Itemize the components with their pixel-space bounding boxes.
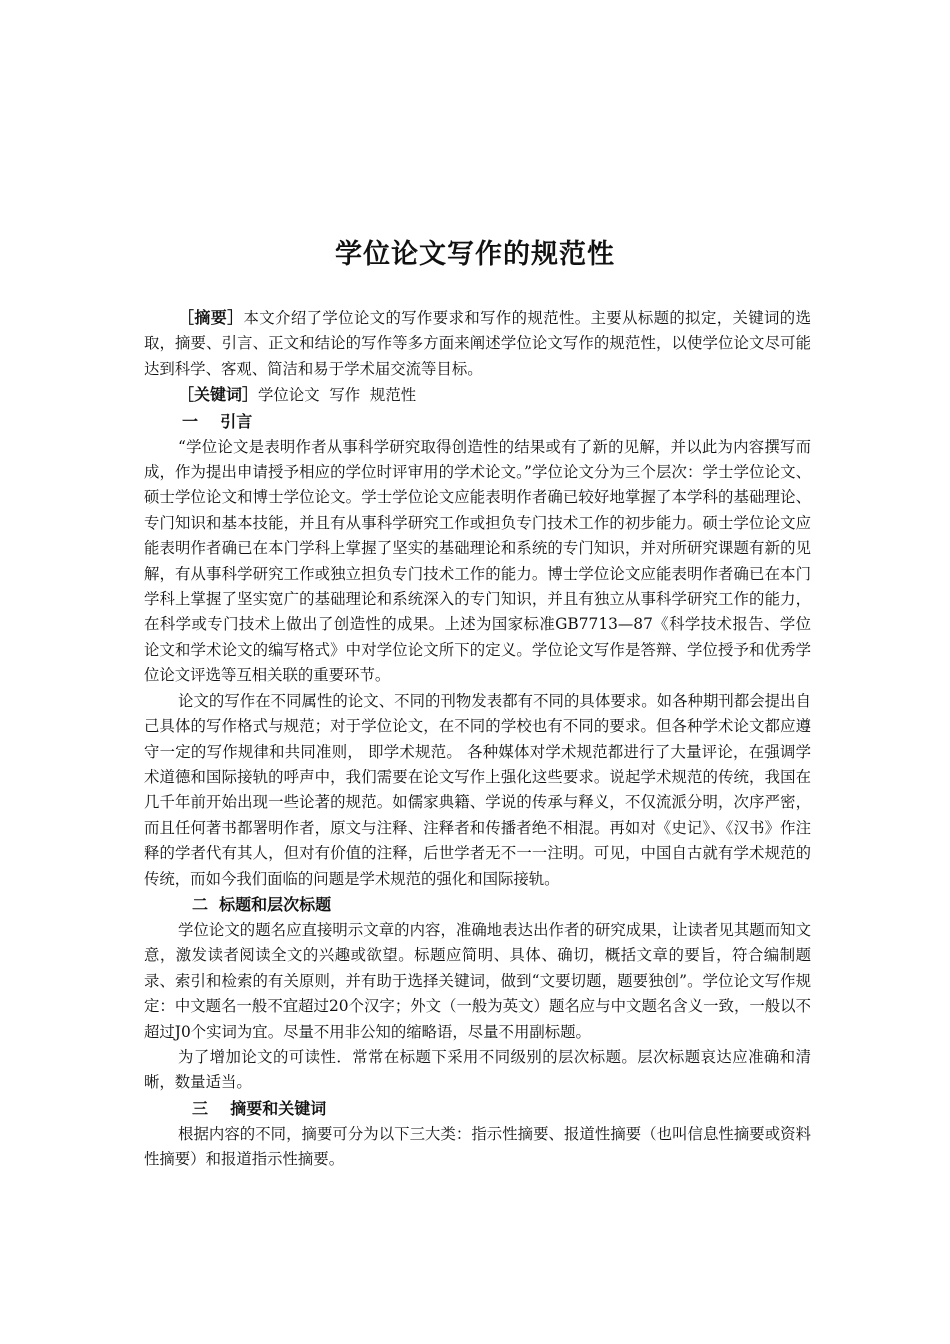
document-title: 学位论文写作的规范性 xyxy=(335,239,615,270)
keywords-label: ［关键词］ xyxy=(178,385,259,405)
body-paragraph: 论文的写作在不同属性的论文、不同的刊物发表都有不同的具体要求。如各种期刊都会提出自己具体的写作格式与规范；对于学位论文，在不同的学校也有不同的要求。但各种学术论文都应遵守一定的写作规律和共同准则， 即学术规范。 各种媒体对学术规范都进行了大量评论，在强调学术道德和国际接轨的呼声中，我们需要在论文写作上强化这些要求。说起学术规范的传统，我国在几千年前开始出现一些论著的规范。如儒家典籍、学说的传承与释义，不仅流派分明，次序严密，而且任何著书都署明作者，原文与注释、注释者和传播者绝不相混。再如对《史记》、《汉书》作注释的学者代有其人，但对有价值的注释，后世学者无不一一注明。可见，中国自古就有学术规范的传统，而如今我们面临的问题是学术规范的强化和国际接轨。 xyxy=(144,691,811,888)
abstract-paragraph xyxy=(144,305,811,382)
document-body xyxy=(144,305,811,1173)
body-paragraph: 为了增加论文的可读性．常常在标题下采用不同级别的层次标题。层次标题哀达应准确和清晰，数量适当。 xyxy=(144,1047,811,1092)
body-paragraph: 根据内容的不同，摘要可分为以下三大类：指示性摘要、报道性摘要（也叫信息性摘要或资料性摘要）和报道指示性摘要。 xyxy=(144,1124,811,1169)
body-paragraph: 学位论文的题名应直接明示文章的内容，准确地表达出作者的研究成果，让读者见其题而知文意，激发读者阅读全文的兴趣或欲望。标题应简明、具体、确切，概括文章的要旨，符合编制题录、索引和检索的有关原则，并有助于选择关键词，做到“文要切题，题要独创”。学位论文写作规定：中文题名一般不宜超过20个汉字；外文（一般为英文）题名应与中文题名含义一致，一般以不超过J0个实词为宜。尽量不用非公知的缩略语，尽量不用副标题。 xyxy=(144,920,811,1041)
section-heading-introduction: 一 引言 xyxy=(182,411,253,431)
section-heading-abstract-keywords: 三 摘要和关键词 xyxy=(192,1098,327,1118)
abstract-label: ［摘要］ xyxy=(178,308,244,327)
keywords-text: 学位论文 写作 规范性 xyxy=(258,386,417,405)
section-heading-titles: 二 标题和层次标题 xyxy=(192,894,332,914)
body-paragraph: “学位论文是表明作者从事科学研究取得创造性的结果或有了新的见解，并以此为内容撰写而成，作为提出申请授予相应的学位时评审用的学术论文。”学位论文分为三个层次：学士学位论文、硕士学位论文和博士学位论文。学士学位论文应能表明作者确已较好地掌握了本学科的基础理论、专门知识和基本技能，并且有从事科学研究工作或担负专门技术工作的初步能力。硕士学位论文应能表明作者确已在本门学科上掌握了坚实的基础理论和系统的专门知识，并对所研究课题有新的见解，有从事科学研究工作或独立担负专门技术工作的能力。博士学位论文应能表明作者确已在本门学科上掌握了坚实宽广的基础理论和系统深入的专门知识，并且有独立从事科学研究工作的能力，在科学或专门技术上做出了创造性的成果。上述为国家标准GB7713—87《科学技术报告、学位论文和学术论文的编写格式》中对学位论文所下的定义。学位论文写作是答辩、学位授予和优秀学位论文评选等互相关联的重要环节。 xyxy=(144,437,811,685)
abstract-text: 本文介绍了学位论文的写作要求和写作的规范性。主要从标题的拟定，关键词的选取，摘要、引言、正文和结论的写作等多方面来阐述学位论文写作的规范性，以使学位论文尽可能达到科学、客观、简洁和易于学术届交流等目标。 xyxy=(144,309,811,378)
keywords-paragraph xyxy=(144,382,811,408)
